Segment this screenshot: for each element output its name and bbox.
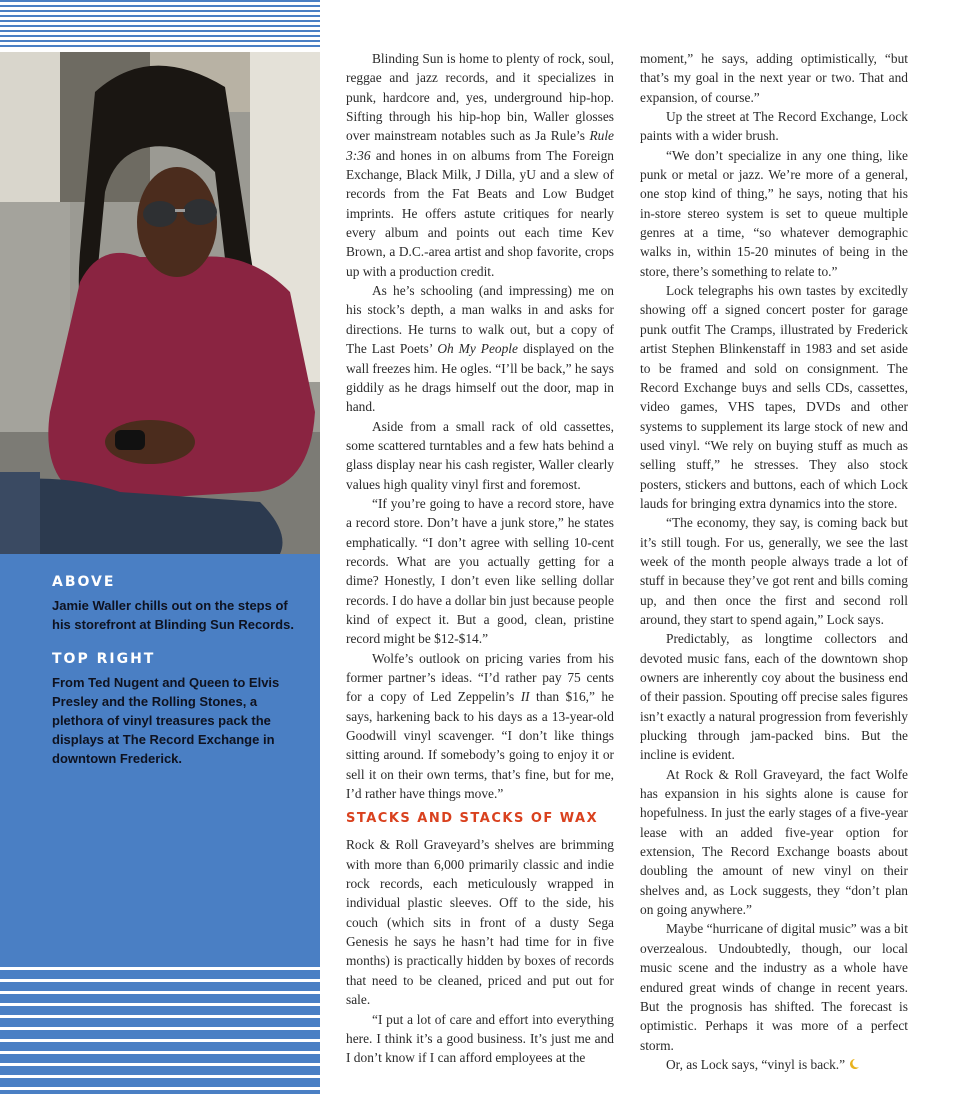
paragraph: Lock telegraphs his own tastes by excitedly showing off a signed concert poster for garage punk outfit The Cramps, illustrated by Frederick artist Stephen Blinkenstaff in 1983 and set aside to be framed and sold on consignment. The Record Exchange buys and sells CDs, cassettes, video games, VHS tapes, DVDs and other systems to supplement its large stock of new and used vinyl. “We rely on buying stuff as much as selling stuff,” he stresses. They also stock posters, stickers and buttons, each of which Lock lauds for bringing extra dynamics into the store. — [640, 283, 908, 511]
bottom-stripes-decoration — [0, 958, 320, 1094]
caption-heading-above: ABOVE — [52, 574, 116, 590]
paragraph-final: Or, as Lock says, “vinyl is back.” — [640, 1055, 908, 1074]
paragraph: Rock & Roll Graveyard’s shelves are brimming with more than 6,000 primarily classic and indie rock records, each meticulously wrapped in individual plastic sleeves. Off to the side, his couch (which sits in front of a dusty Sega Genesis he says he hasn’t had time for in five months) is practically hidden by boxes of records that need to be cleaned, priced and put out for sale. — [346, 837, 614, 1008]
article-column-2 — [640, 49, 908, 1074]
portrait-photo — [0, 52, 320, 554]
paragraph: “We don’t specialize in any one thing, like punk or metal or jazz. We’re more of a general, one stop kind of thing,” he says, noting that his in-store stereo system is set to queue multiple genres at a time, “so whatever demographic walks in, within 15-20 minutes of being in the store, there’s something to relate to.” — [640, 147, 908, 279]
portrait-illustration — [0, 52, 320, 554]
caption-heading-top-right: TOP RIGHT — [52, 651, 156, 667]
section-subhead: STACKS AND STACKS OF WAX — [346, 811, 599, 827]
paragraph: “If you’re going to have a record store, have a record store. Don’t have a junk store,” he states emphatically. “I don’t agree with selling 10-cent records. What are you actually getting for a dime? Honestly, I don’t even like selling dollar records. I do have a dollar bin just because people kind of expect it. But a good, clean, pristine record might be $12-$14.” — [346, 495, 614, 647]
sidebar — [0, 0, 320, 1094]
paragraph: Maybe “hurricane of digital music” was a bit overzealous. Undoubtedly, though, our local music scene and the industry as a whole have endured great winds of change in recent years. But the prognosis has shifted. The forecast is optimistic. Perhaps it was more of a perfect storm. — [640, 921, 908, 1053]
paragraph: Aside from a small rack of old cassettes, some scattered turntables and a few hats behind a glass display near his cash register, Waller clearly values high quality vinyl first and foremost. — [346, 418, 614, 492]
paragraph: Wolfe’s outlook on pricing varies from his former partner’s ideas. “I’d rather pay 75 cents for a copy of Led Zeppelin’s II than $16,” he says, harkening back to his days as a 13-year-old Goodwill vinyl scavenger. “I don’t like things sitting around. If somebody’s going to enjoy it or sell it on their own terms, that’s fine, but for me, I’d rather have things move.” — [346, 650, 614, 802]
article-column-1 — [346, 49, 614, 1068]
paragraph: At Rock & Roll Graveyard, the fact Wolfe has expansion in his sights alone is cause for hopefulness. In just the early stages of a five-year lease with an added five-year option for extension, The Record Exchange boasts about doubling the amount of new vinyl on their shelves and, as Lock suggests, they “don’t plan on going anywhere.” — [640, 766, 908, 918]
paragraph: Blinding Sun is home to plenty of rock, soul, reggae and jazz records, and it specializes in punk, hardcore and, yes, underground hip-hop. Sifting through his hip-hop bin, Waller glosses over mainstream notables such as Ja Rule’s Rule 3:36 and hones in on albums from The Foreign Exchange, Black Milk, J Dilla, yU and a slew of records from the Fat Beats and Low Budget imprints. He offers astute critiques for nearly every album and points out each time Kev Brown, a D.C.-area artist and shop favorite, crops up with a production credit. — [346, 51, 614, 279]
paragraph: Up the street at The Record Exchange, Lock paints with a wider brush. — [640, 109, 908, 144]
caption-text-top-right: From Ted Nugent and Queen to Elvis Presley and the Rolling Stones, a plethora of vinyl treasures pack the displays at The Record Exchange in downtown Frederick. — [52, 675, 280, 766]
paragraph: “The economy, they say, is coming back but it’s still tough. For us, generally, we see the last week of the month people always trade a lot of stuff in because they’ve got rent and bills coming up, and then once the first and second roll around, they start to spend again,” Lock says. — [640, 515, 908, 627]
paragraph: moment,” he says, adding optimistically, “but that’s my goal in the next year or two. That and expansion, of course.” — [640, 51, 908, 105]
paragraph: As he’s schooling (and impressing) me on his stock’s depth, a man walks in and asks for directions. He turns to walk out, but a copy of The Last Poets’ Oh My People displayed on the wall freezes him. He ogles. “I’ll be back,” he says giddily as he drags himself out the door, map in hand. — [346, 283, 614, 415]
caption-text-above: Jamie Waller chills out on the steps of his storefront at Blinding Sun Records. — [52, 598, 294, 632]
crescent-moon-icon — [848, 1058, 860, 1070]
top-stripes-decoration — [0, 0, 320, 50]
paragraph: “I put a lot of care and effort into everything here. I think it’s a good business. It’s just me and I don’t know if I can afford employees at the — [346, 1011, 614, 1066]
paragraph: Predictably, as longtime collectors and devoted music fans, each of the downtown shop owners are inherently coy about the business end of their passion. Spouting off precise sales figures isn’t exactly a natural progression from feverishly plucking through jam-packed bins. But the incline is evident. — [640, 631, 908, 763]
